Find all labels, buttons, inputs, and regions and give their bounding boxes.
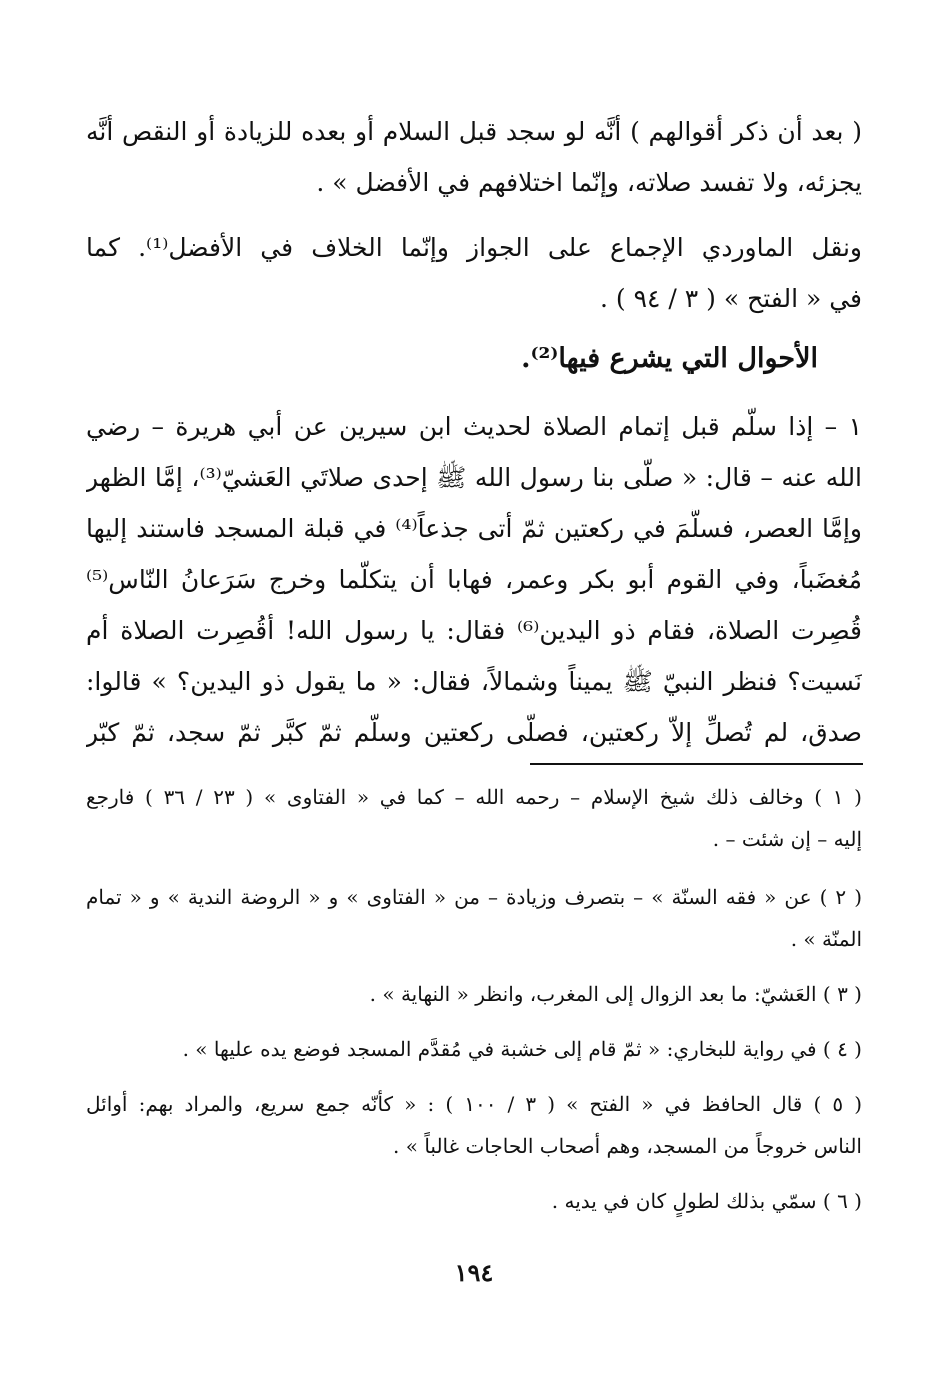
case1-line-6: نَسيت؟ فنظر النبيّ ﷺ يميناً وشمالاً، فقال: « ما يقول ذو اليدين؟ » قالوا: — [86, 667, 862, 696]
footnote-separator — [530, 763, 863, 765]
footnote-5-line-1: ( ٥ ) قال الحافظ في « الفتح » ( ٣ / ١٠٠ ) : « كأنّه جمع سريع، والمراد بهم: أوائل — [86, 1092, 862, 1116]
footnote-3-line-1: ( ٣ ) العَشيّ: ما بعد الزوال إلى المغرب، وانظر « النهاية » . — [369, 982, 862, 1006]
section-heading: الأحوال التي يشرع فيها⁽²⁾. — [521, 343, 818, 374]
case1-line-7: صدق، لم تُصلِّ إلاّ ركعتين، فصلّى ركعتين وسلّم ثمّ كبَّر ثمّ سجد، ثمّ كبّر — [86, 718, 862, 747]
footnote-5-line-2: الناس خروجاً من المسجد، وهم أصحاب الحاجات غالباً » . — [393, 1134, 862, 1158]
footnote-2-line-1: ( ٢ ) عن « فقه السنّة » – بتصرف وزيادة – من « الفتاوى » و « الروضة الندية » و « تمام — [86, 885, 862, 909]
footnote-1-line-2: إليه – إن شئت – . — [712, 827, 862, 851]
mawardi-line-1: ونقل الماوردي الإجماع على الجواز وإنّما الخلاف في الأفضل⁽¹⁾. كما — [86, 233, 862, 262]
footnote-2-line-2: المنّة » . — [790, 927, 862, 951]
case1-line-4: مُغضَباً، وفي القوم أبو بكر وعمر، فهابا أن يتكلّما وخرج سَرَعانُ النّاس⁽⁵⁾ — [86, 565, 862, 594]
case1-line-1: ١ – إذا سلّم قبل إتمام الصلاة لحديث ابن سيرين عن أبي هريرة – رضي — [86, 412, 862, 441]
footnote-1-line-1: ( ١ ) وخالف ذلك شيخ الإسلام – رحمه الله – كما في « الفتاوى » ( ٢٣ / ٣٦ ) فارجع — [86, 785, 862, 809]
footnote-4-line-1: ( ٤ ) في رواية للبخاري: « ثمّ قام إلى خشبة في مُقدَّم المسجد فوضع يده عليها » . — [182, 1037, 862, 1061]
page-number: ١٩٤ — [454, 1258, 494, 1287]
case1-line-3: وإمَّا العصر، فسلَّمَ في ركعتين ثمّ أتى جذعاً⁽⁴⁾ في قبلة المسجد فاستند إليها — [86, 514, 862, 543]
case1-line-5: قُصِرت الصلاة، فقام ذو اليدين⁽⁶⁾ فقال: يا رسول الله! أقُصِرت الصلاة أم — [86, 616, 862, 645]
case1-line-2: الله عنه – قال: « صلّى بنا رسول الله ﷺ إحدى صلاتَي العَشيّ⁽³⁾، إمَّا الظهر — [86, 463, 862, 492]
mawardi-line-2: في « الفتح » ( ٣ / ٩٤ ) . — [600, 284, 862, 313]
intro-line-1: ( بعد أن ذكر أقوالهم ) أنَّه لو سجد قبل السلام أو بعده للزيادة أو النقص أنَّه — [86, 117, 862, 146]
intro-line-2: يجزئه، ولا تفسد صلاته، وإنّما اختلافهم في الأفضل » . — [316, 168, 862, 197]
footnote-6-line-1: ( ٦ ) سمّي بذلك لطولٍ كان في يديه . — [551, 1189, 862, 1213]
